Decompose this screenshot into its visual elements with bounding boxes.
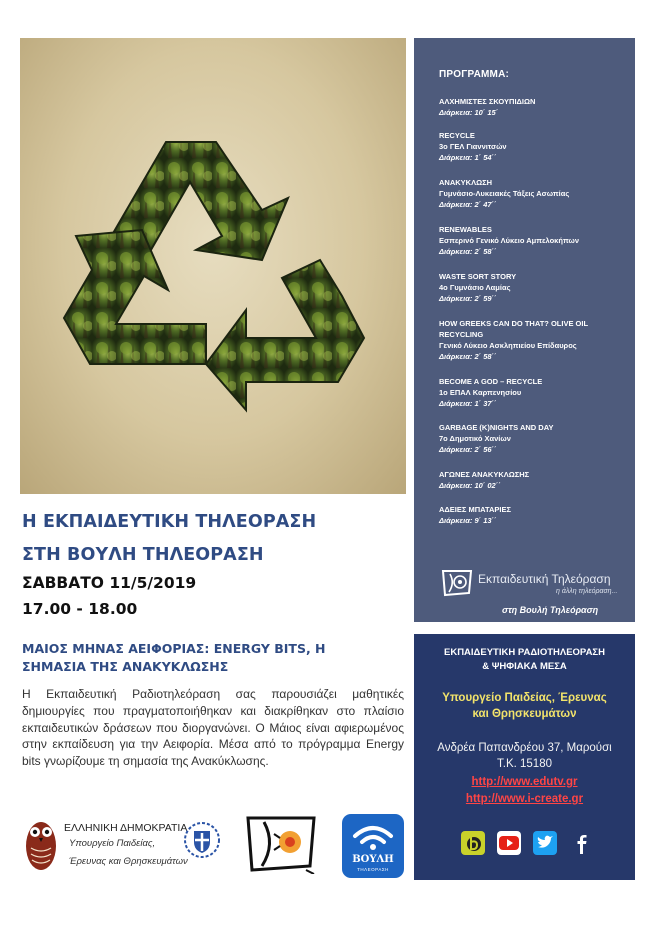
recycle-symbol-icon	[20, 38, 406, 494]
program-title: ΠΡΟΓΡΑΜΜΑ:	[439, 69, 510, 80]
gov-line-3: Έρευνας και Θρησκευμάτων	[69, 856, 188, 867]
edu-tv-panel-logo	[440, 568, 620, 604]
program-item	[439, 376, 629, 409]
address-line-1: Ανδρέα Παπανδρέου 37, Μαρούσι	[437, 742, 612, 754]
program-item-duration: Διάρκεια: 9΄ 13΄΄	[439, 516, 497, 525]
program-item-title: ΑΛΧΗΜΙΣΤΕΣ ΣΚΟΥΠΙΔΙΩΝ	[439, 97, 536, 106]
ministry-name	[414, 690, 635, 722]
program-item-duration: Διάρκεια: 2΄ 59΄΄	[439, 294, 497, 303]
edutv-link[interactable]: http://www.edutv.gr	[471, 776, 578, 788]
address	[414, 740, 635, 772]
program-item-duration: Διάρκεια: 2΄ 58΄΄	[439, 247, 497, 256]
program-item	[439, 318, 629, 362]
program-item-title: ΑΝΑΚΥΚΛΩΣΗ	[439, 178, 493, 187]
gov-line-1: ΕΛΛΗΝΙΚΗ ΔΗΜΟΚΡΑΤΙΑ	[64, 822, 188, 834]
address-line-2: Τ.Κ. 15180	[497, 758, 552, 770]
program-item-title: RENEWABLES	[439, 225, 492, 234]
program-item-title: ΑΓΩΝΕΣ ΑΝΑΚΥΚΛΩΣΗΣ	[439, 470, 530, 479]
panel-footer: στη Βουλή Τηλεόραση	[502, 605, 599, 615]
program-item	[439, 271, 629, 304]
panel-logo-text: Εκπαιδευτική Τηλεόραση	[478, 572, 611, 586]
program-item-school: Γενικό Λύκειο Ασκληπιείου Επίδαυρος	[439, 341, 577, 350]
owl-icon	[24, 814, 58, 872]
ministry-line-2: και Θρησκευμάτων	[472, 708, 577, 720]
contact-panel	[414, 634, 635, 880]
program-item-duration: Διάρκεια: 2΄ 58΄΄	[439, 352, 497, 361]
b-logo-icon[interactable]	[460, 830, 486, 856]
program-item-school: Εσπερινό Γενικό Λύκειο Αμπελοκήπων	[439, 236, 579, 245]
subheading	[22, 640, 407, 676]
vouli-sublabel: ΤΗΛΕΟΡΑΣΗ	[357, 867, 389, 872]
recycling-forest-image	[20, 38, 406, 494]
org-heading-line-2: & ΨΗΦΙΑΚΑ ΜΕΣΑ	[482, 661, 567, 672]
subheading-line-2: ΣΗΜΑΣΙΑ ΤΗΣ ΑΝΑΚΥΚΛΩΣΗΣ	[22, 659, 229, 674]
subheading-line-1: ΜΑΙΟΣ ΜΗΝΑΣ ΑΕΙΦΟΡΙΑΣ: ENERGY BITS, Η	[22, 641, 326, 656]
program-item-title: GARBAGE (K)NIGHTS AND DAY	[439, 423, 554, 432]
program-item-school: 1ο ΕΠΑΛ Καρπενησίου	[439, 388, 522, 397]
program-item-duration: Διάρκεια: 10΄ 15΄	[439, 108, 499, 117]
program-panel	[414, 38, 635, 622]
panel-logo-slogan: η άλλη τηλεόραση...	[556, 588, 618, 595]
ministry-logo	[24, 812, 224, 878]
wifi-icon	[342, 814, 404, 854]
program-item	[439, 504, 629, 526]
program-item-school: 3ο ΓΕΛ Γιαννιτσών	[439, 142, 507, 151]
org-heading-line-1: ΕΚΠΑΙΔΕΥΤΙΚΗ ΡΑΔΙΟΤΗΛΕΟΡΑΣΗ	[444, 647, 605, 658]
broadcast-date: ΣΑΒΒΑΤΟ 11/5/2019	[22, 574, 197, 592]
program-item-school: 7ο Δημοτικό Χανίων	[439, 434, 511, 443]
vouli-tv-logo	[342, 814, 404, 878]
greek-emblem-icon	[184, 822, 220, 858]
program-item-duration: Διάρκεια: 1΄ 37΄΄	[439, 399, 497, 408]
program-item-title: ΑΔΕΙΕΣ ΜΠΑΤΑΡΙΕΣ	[439, 505, 511, 514]
social-icons	[460, 830, 600, 856]
program-item	[439, 422, 629, 455]
program-item-duration: Διάρκεια: 1΄ 54΄΄	[439, 153, 497, 162]
description-paragraph: Η Εκπαιδευτική Ραδιοτηλεόραση σας παρουσιάζει μαθητικές δημιουργίες που πραγματοποιήθηκαν και διακρίθηκαν στο πλαίσιο εκπαιδευτικών δράσεων που διοργανώνει. Ο Μάιος είναι αφιερωμένος στην εκπαίδευση για την Αειφορία. Μέσα από το πρόγραμμα Energy bits γνωρίζουμε τη σημασία της Ανακύκλωσης.	[22, 687, 404, 769]
edu-tv-logo	[244, 814, 320, 874]
program-item-school: 4ο Γυμνάσιο Λαμίας	[439, 283, 511, 292]
broadcast-time: 17.00 - 18.00	[22, 600, 138, 618]
program-item-title: BECOME A GOD – RECYCLE	[439, 377, 543, 386]
ministry-line-1: Υπουργείο Παιδείας, Έρευνας	[442, 692, 607, 704]
program-item	[439, 96, 629, 118]
program-item	[439, 469, 629, 491]
program-item-title: WASTE SORT STORY	[439, 272, 517, 281]
program-item-duration: Διάρκεια: 2΄ 56΄΄	[439, 445, 497, 454]
program-item-duration: Διάρκεια: 10΄ 02΄΄	[439, 481, 501, 490]
icreate-link[interactable]: http://www.i-create.gr	[465, 793, 584, 805]
program-item-title: RECYCLE	[439, 131, 475, 140]
program-item-duration: Διάρκεια: 2΄ 47΄΄	[439, 200, 497, 209]
tv-icon	[440, 568, 474, 598]
youtube-icon[interactable]	[496, 830, 522, 856]
program-item-title: HOW GREEKS CAN DO THAT? OLIVE OIL RECYCLING	[439, 319, 588, 339]
program-item	[439, 177, 629, 210]
gov-line-2: Υπουργείο Παιδείας,	[69, 838, 156, 849]
program-item-school: Γυμνάσιο-Λυκειακές Τάξεις Ασωπίας	[439, 189, 570, 198]
org-heading	[414, 646, 635, 674]
headline-line-1: Η ΕΚΠΑΙΔΕΥΤΙΚΗ ΤΗΛΕΟΡΑΣΗ	[22, 512, 317, 532]
headline-line-2: ΣΤΗ ΒΟΥΛΗ ΤΗΛΕΟΡΑΣΗ	[22, 545, 264, 565]
program-item	[439, 130, 629, 163]
program-item	[439, 224, 629, 257]
facebook-icon[interactable]	[568, 830, 594, 856]
vouli-label: ΒΟΥΛΗ	[352, 854, 394, 865]
twitter-icon[interactable]	[532, 830, 558, 856]
